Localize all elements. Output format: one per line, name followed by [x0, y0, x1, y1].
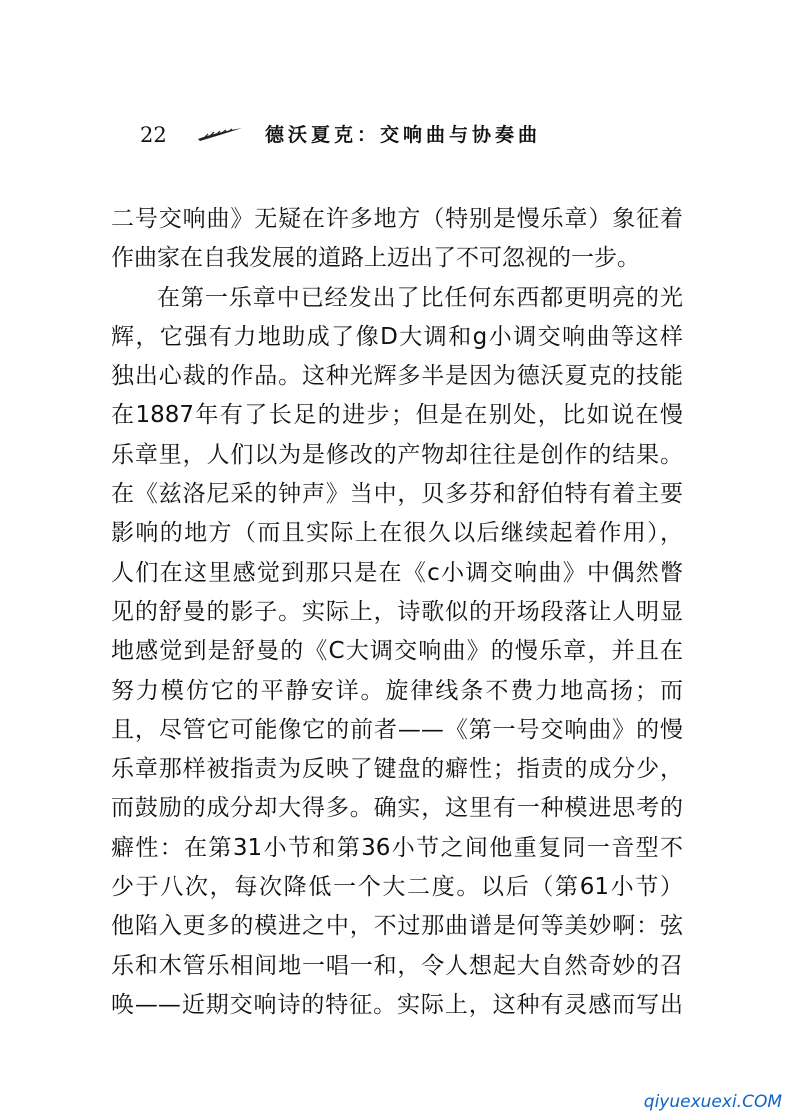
text-line: 他陷入更多的模进之中，不过那曲谱是何等美妙啊：弦 [111, 913, 683, 940]
text-line: 乐和木管乐相间地一唱一和，令人想起大自然奇妙的召 [111, 952, 683, 979]
text-line: 作曲家在自我发展的道路上迈出了不可忽视的一步。 [111, 245, 640, 272]
text-line: 而鼓励的成分却大得多。确实，这里有一种模进思考的 [111, 795, 683, 822]
text-line: 在1887年有了长足的进步；但是在别处，比如说在慢 [111, 402, 683, 429]
page-number: 22 [140, 123, 167, 147]
quill-flourish-icon [196, 124, 244, 144]
text-line: 辉，它强有力地助成了像D大调和g小调交响曲等这样 [111, 323, 683, 350]
text-line: 乐章那样被指责为反映了键盘的癖性；指责的成分少， [111, 756, 683, 783]
text-line: 且，尽管它可能像它的前者——《第一号交响曲》的慢 [111, 716, 683, 743]
text-line: 乐章里，人们以为是修改的产物却往往是创作的结果。 [111, 441, 683, 468]
text-line: 在第一乐章中已经发出了比任何东西都更明亮的光 [157, 284, 683, 311]
running-header [140, 120, 660, 150]
text-line: 二号交响曲》无疑在许多地方（特别是慢乐章）象征着 [111, 206, 683, 232]
site-watermark: qiyuexuexi.COM [643, 1092, 782, 1112]
text-line: 在《兹洛尼采的钟声》当中，贝多芬和舒伯特有着主要 [111, 481, 683, 508]
text-line: 努力模仿它的平静安详。旋律线条不费力地高扬；而 [111, 677, 683, 704]
text-line: 地感觉到是舒曼的《C大调交响曲》的慢乐章，并且在 [111, 638, 683, 665]
running-title: 德沃夏克：交响曲与协奏曲 [265, 124, 542, 146]
text-line: 人们在这里感觉到那只是在《c小调交响曲》中偶然瞥 [111, 559, 683, 586]
body-text [111, 200, 683, 1025]
text-line: 少于八次，每次降低一个大二度。以后（第61小节） [111, 874, 683, 901]
text-line: 影响的地方（而且实际上在很久以后继续起着作用）， [111, 520, 683, 547]
text-line: 唤——近期交响诗的特征。实际上，这种有灵感而写出 [111, 991, 683, 1018]
text-line: 独出心裁的作品。这种光辉多半是因为德沃夏克的技能 [111, 363, 683, 390]
text-line: 见的舒曼的影子。实际上，诗歌似的开场段落让人明显 [111, 598, 683, 625]
text-line: 癖性：在第31小节和第36小节之间他重复同一音型不 [111, 834, 683, 861]
